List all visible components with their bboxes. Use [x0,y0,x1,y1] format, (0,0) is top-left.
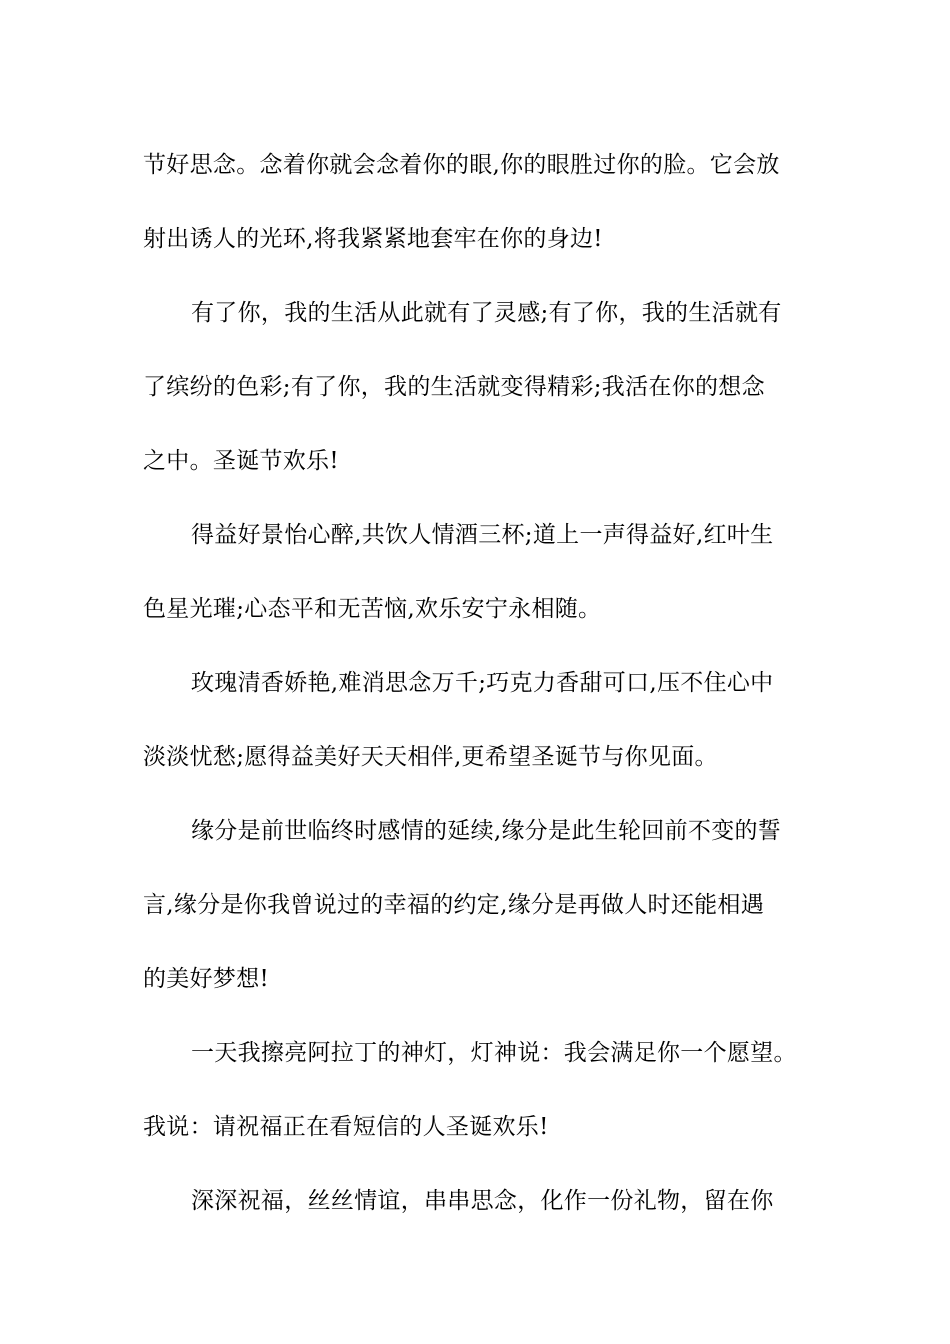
text-line: 我说：请祝福正在看短信的人圣诞欢乐! [143,1114,549,1140]
paragraph-start-line: 一天我擦亮阿拉丁的神灯，灯神说：我会满足你一个愿望。 [191,1040,797,1066]
paragraph-start-line: 缘分是前世临终时感情的延续,缘分是此生轮回前不变的誓 [191,818,782,844]
paragraph-start-line: 玫瑰清香娇艳,难消思念万千;巧克力香甜可口,压不住心中 [191,670,774,696]
text-line: 节好思念。念着你就会念着你的眼,你的眼胜过你的脸。它会放 [143,152,780,178]
document-body [143,128,823,1238]
text-line: 了缤纷的色彩;有了你，我的生活就变得精彩;我活在你的想念 [143,374,765,400]
text-line: 色星光璀;心态平和无苦恼,欢乐安宁永相随。 [143,596,602,622]
text-line: 的美好梦想! [143,966,270,992]
text-line: 之中。圣诞节欢乐! [143,448,339,474]
text-line: 言,缘分是你我曾说过的幸福的约定,缘分是再做人时还能相遇 [143,892,765,918]
text-line: 射出诱人的光环,将我紧紧地套牢在你的身边! [143,226,603,252]
paragraph-start-line: 深深祝福，丝丝情谊，串串思念，化作一份礼物，留在你 [191,1188,774,1214]
paragraph-start-line: 得益好景怡心醉,共饮人情酒三杯;道上一声得益好,红叶生 [191,522,774,548]
paragraph-start-line: 有了你，我的生活从此就有了灵感;有了你，我的生活就有 [191,300,782,326]
text-line: 淡淡忧愁;愿得益美好天天相伴,更希望圣诞节与你见面。 [143,744,718,770]
